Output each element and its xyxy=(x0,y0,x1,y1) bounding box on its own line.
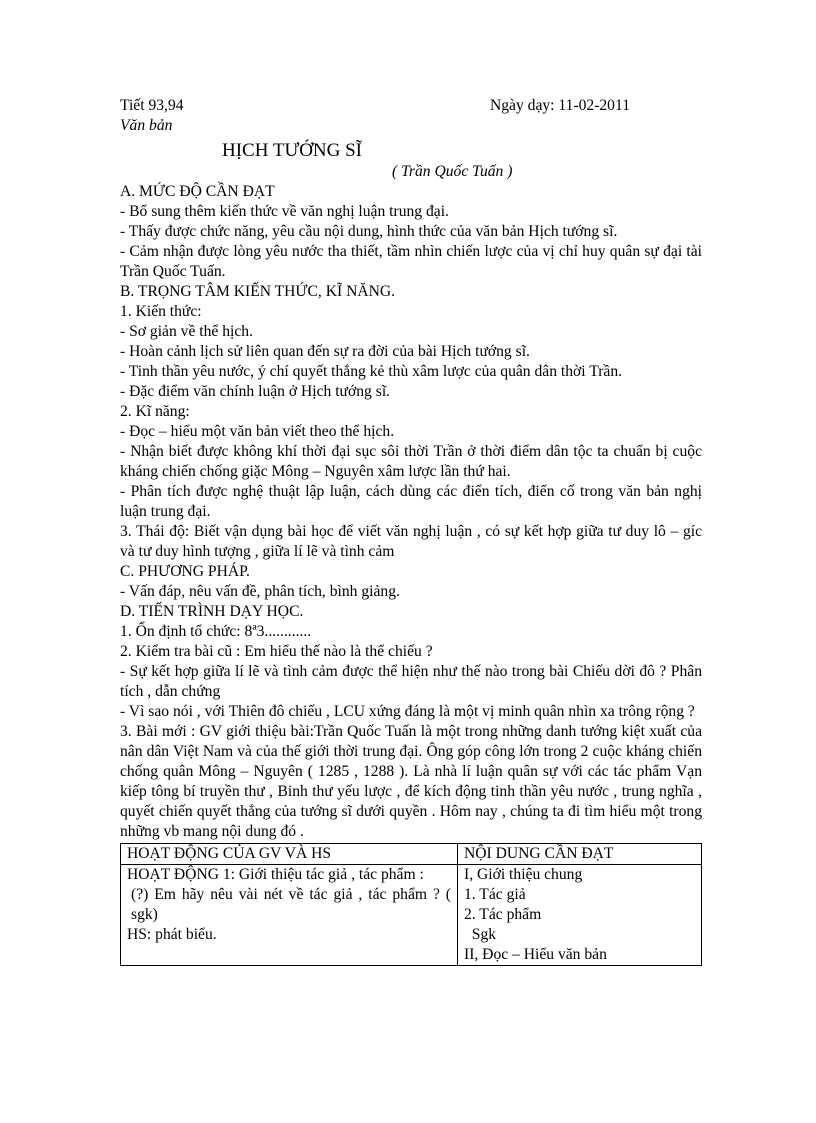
activity-cell xyxy=(121,865,458,966)
section-d-item: 2. Kiểm tra bài cũ : Em hiểu thế nào là thể chiếu ? xyxy=(120,643,433,660)
content-line: 2. Tác phẩm xyxy=(464,906,542,923)
section-b3-attitude: 3. Thái độ: Biết vận dụng bài học để viết văn nghị luận , có sự kết hợp giữa tư duy lô – gíc và tư duy hình tượng , giữa lí lẽ và tình cảm xyxy=(120,523,702,560)
section-a-item: - Thấy được chức năng, yêu cầu nội dung, hình thức của văn bản Hịch tướng sĩ. xyxy=(120,223,618,240)
activity-table xyxy=(120,843,702,966)
section-b2-item: - Phân tích được nghệ thuật lập luận, cách dùng các điển tích, điển cố trong văn bản nghị luận trung đại. xyxy=(120,483,702,520)
section-b-title: B. TRỌNG TÂM KIẾN THỨC, KĨ NĂNG. xyxy=(120,283,396,300)
section-b1-title: 1. Kiến thức: xyxy=(120,303,202,320)
page-title: HỊCH TƯỚNG SĨ xyxy=(222,140,363,161)
table-header-row xyxy=(121,844,702,865)
activity-line: HOẠT ĐỘNG 1: Giới thiệu tác giả , tác phẩm : xyxy=(127,866,424,883)
lesson-number: Tiết 93,94 xyxy=(120,97,184,114)
section-a-item: - Cảm nhận được lòng yêu nước tha thiết, tầm nhìn chiến lược của vị chỉ huy quân sự đại tài Trần Quốc Tuấn. xyxy=(120,243,702,280)
content-line: I, Giới thiệu chung xyxy=(464,866,583,883)
section-c-title: C. PHƯƠNG PHÁP. xyxy=(120,563,250,580)
section-c-item: - Vấn đáp, nêu vấn đề, phân tích, bình giảng. xyxy=(120,583,400,600)
table-header-cell: NỘI DUNG CẦN ĐẠT xyxy=(458,844,702,865)
content-cell xyxy=(458,865,702,966)
activity-line: (?) Em hãy nêu vài nét về tác giả , tác phẩm ? ( sgk) xyxy=(131,886,451,923)
section-d-item: - Sự kết hợp giữa lí lẽ và tình cảm được thể hiện như thế nào trong bài Chiếu dời đô ? Phân tích , dẫn chứng xyxy=(120,663,702,700)
table-header-cell: HOẠT ĐỘNG CỦA GV VÀ HS xyxy=(121,844,458,865)
content-line: II, Đọc – Hiểu văn bản xyxy=(464,946,607,963)
section-b1-item: - Tinh thần yêu nước, ý chí quyết thắng kẻ thù xâm lược của quân dân thời Trần. xyxy=(120,363,623,380)
section-d-item: 1. Ổn định tổ chức: 8ª3............ xyxy=(120,623,312,640)
section-b1-item: - Đặc điểm văn chính luận ở Hịch tướng sĩ. xyxy=(120,383,391,400)
document-page xyxy=(120,96,702,966)
content-line: Sgk xyxy=(464,926,497,943)
section-b1-item: - Sơ giản về thể hịch. xyxy=(120,323,253,340)
section-a-item: - Bổ sung thêm kiến thức về văn nghị luận trung đại. xyxy=(120,203,449,220)
table-row xyxy=(121,865,702,966)
section-d-title: D. TIẾN TRÌNH DẠY HỌC. xyxy=(120,603,304,620)
content-line: 1. Tác giả xyxy=(464,886,526,903)
author-line: ( Trần Quốc Tuấn ) xyxy=(392,163,513,180)
activity-line: HS: phát biểu. xyxy=(127,926,217,943)
section-a-title: A. MỨC ĐỘ CẦN ĐẠT xyxy=(120,183,275,200)
section-d-item: - Vì sao nói , với Thiên đô chiếu , LCU xứng đáng là một vị minh quân nhìn xa trông rộng ? xyxy=(120,703,695,720)
teaching-date: Ngày dạy: 11-02-2011 xyxy=(489,97,630,114)
section-d-item: 3. Bài mới : GV giới thiệu bài:Trần Quốc Tuấn là một trong những danh tướng kiệt xuất của nân dân Việt Nam và của thế giới thời trung đại. Ông góp công lớn trong 2 cuộc kháng chiến chống quân Mông – Nguyên ( 1285 , 1288 ). Là nhà lí luận quân sự với các tác phẩm Vạn kiếp tông bí truyền thư , Binh thư yếu lược , để kích động tinh thần yêu nước , trung nghĩa , quyết chiến quyết thắng của tướng sĩ dưới quyền . Hôm nay , chúng ta đi tìm hiểu một trong những vb mang nội dung đó . xyxy=(120,723,702,840)
section-b2-title: 2. Kĩ năng: xyxy=(120,403,190,420)
section-b1-item: - Hoàn cảnh lịch sử liên quan đến sự ra đời của bài Hịch tướng sĩ. xyxy=(120,343,530,360)
header-row xyxy=(120,96,702,116)
section-b2-item: - Đọc – hiểu một văn bản viết theo thể hịch. xyxy=(120,423,395,440)
section-b2-item: - Nhận biết được không khí thời đại sục sôi thời Trần ở thời điểm dân tộc ta chuẩn bị cuộc kháng chiến chống giặc Mông – Nguyên xâm lược lần thứ hai. xyxy=(120,443,702,480)
category-label: Văn bản xyxy=(120,117,173,134)
